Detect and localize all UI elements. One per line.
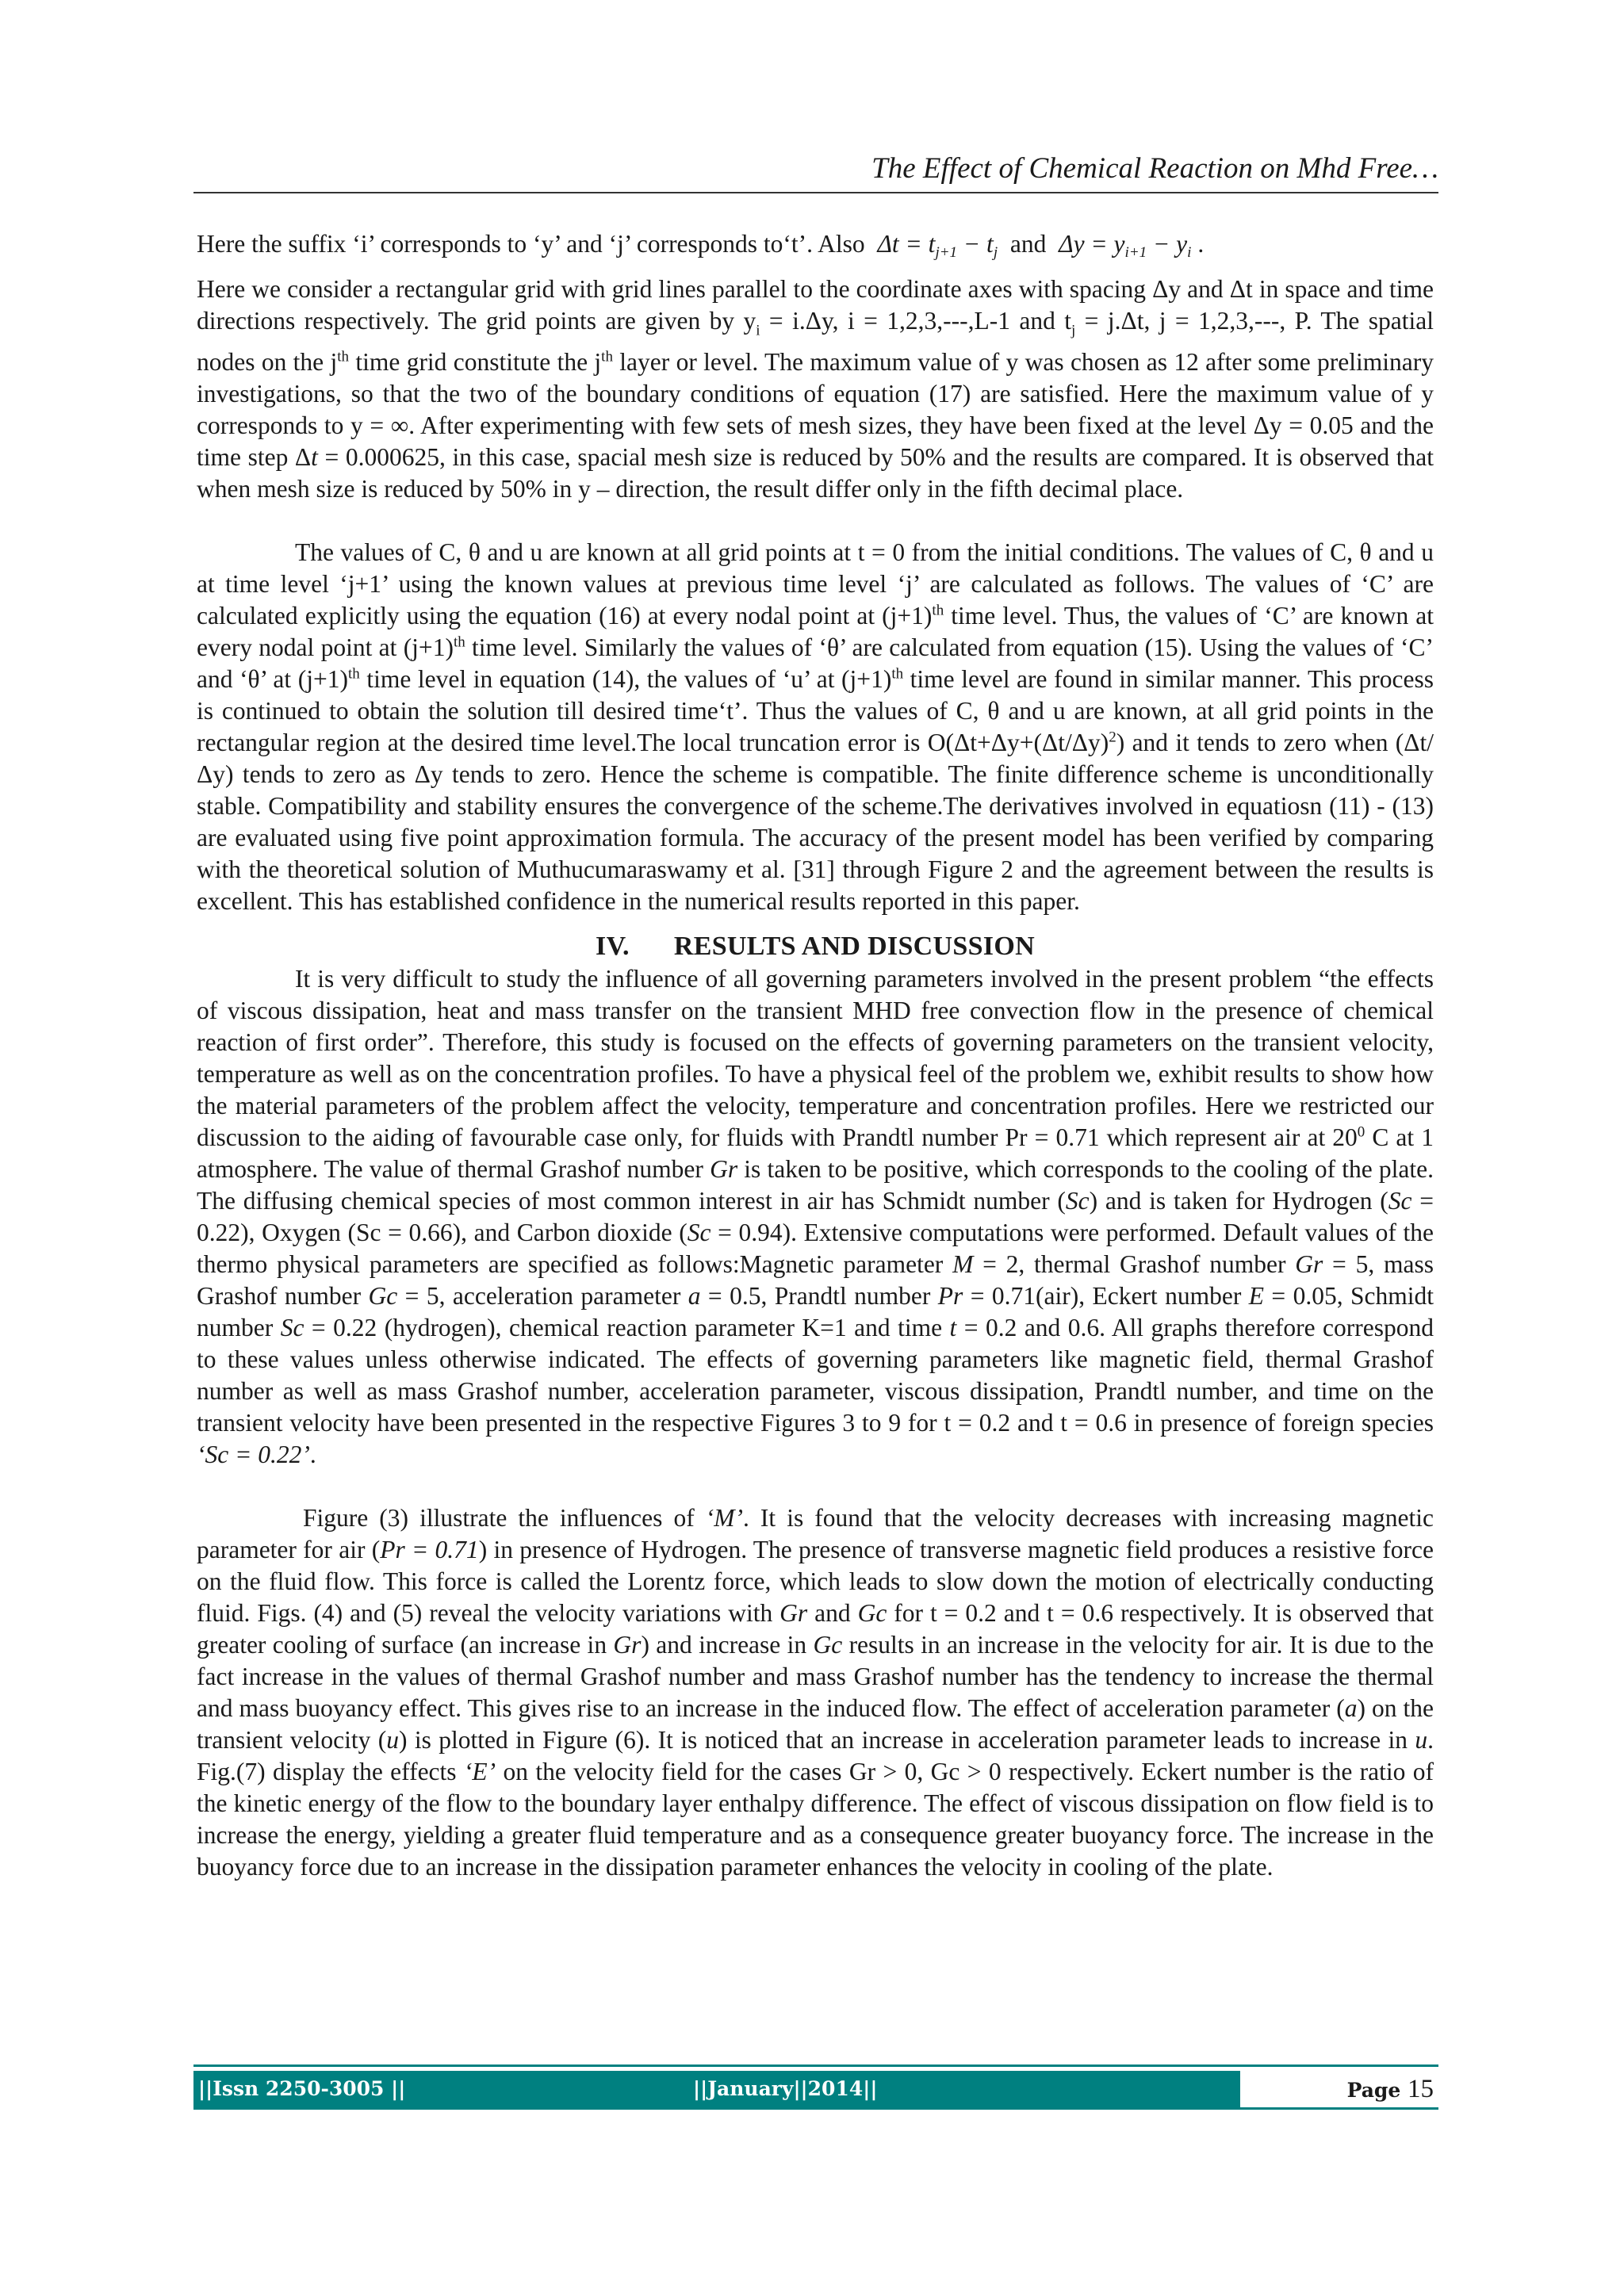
delta-y-equation: $\Delta y = y_{i+1} - y_i$ — [1059, 230, 1192, 261]
paragraph-results-intro: It is very difficult to study the influence of all governing parameters involved in the present problem “the effects of viscous dissipation, heat and mass transfer on the transient MHD free convection flow in the presence of chemical reaction of first order”. Therefore, this study is focused on the effects of governing parameters on the transient velocity, temperature as well as on the concentration profiles. To have a physical feel of the problem we, exhibit results to show how the material parameters of the problem affect the velocity, temperature and concentration profiles. Here we restricted our discussion to the aiding of favourable case only, for fluids with Prandtl number Pr = 0.71 which represent air at $20^0$ C at 1 atmosphere. The value of thermal Grashof number Gr is taken to be positive, which corresponds to the cooling of the plate. The diffusing chemical species of most common interest in air has Schmidt number (Sc) and is taken for Hydrogen (Sc = 0.22), Oxygen (Sc = 0.66), and Carbon dioxide (Sc = 0.94). Extensive computations were performed. Default values of the thermo physical parameters are specified as follows:Magnetic parameter M = 2, thermal Grashof number Gr = 5, mass Grashof number Gc = 5, acceleration parameter a = 0.5, Prandtl number Pr = 0.71(air), Eckert number E = 0.05, Schmidt number Sc = 0.22 (hydrogen), chemical reaction parameter K=1 and time t = 0.2 and 0.6. All graphs therefore correspond to these values unless otherwise indicated. The effects of governing parameters like magnetic field, thermal Grashof number as well as mass Grashof number, acceleration parameter, viscous dissipation, Prandtl number, and time on the transient velocity have been presented in the respective Figures 3 to 9 for t = 0.2 and t = 0.6 in presence of foreign species ‘Sc = 0.22’. — [197, 965, 1434, 1469]
delta-t-equation: $\Delta t = t_{j+1} - t_j$ — [877, 230, 998, 261]
page-label: Page — [1346, 2079, 1401, 2102]
footer-bar — [193, 2071, 1438, 2107]
paragraph-gap — [197, 505, 1434, 537]
paragraph-computation-procedure: The values of C, θ and u are known at all grid points at t = 0 from the initial conditions. The values of C, θ and u at time level ‘j+1’ using the known values at previous time level ‘j’ are calculated as follows. The values of ‘C’ are calculated explicitly using the equation (16) at every nodal point at $(j+1)^{th}$ time level. Thus, the values of ‘C’ are known at every nodal point at $(j+1)^{th}$ time level. Similarly the values of ‘θ’ are calculated from equation (15). Using the values of ‘C’ and ‘θ’ at $(j+1)^{th}$ time level in equation (14), the values of ‘u’ at $(j+1)^{th}$ time level are found in similar manner. This process is continued to obtain the solution till desired time‘t’. Thus the values of C, θ and u are known, at all grid points in the rectangular region at the desired time level.The local truncation error is $O(\Delta t+\Delta y+(\Delta t/\Delta y)^2)$ and it tends to zero when (Δt/Δy) tends to zero as Δy tends to zero. Hence the scheme is compatible. The finite difference scheme is unconditionally stable. Compatibility and stability ensures the convergence of the scheme.The derivatives involved in equatiosn (11) - (13) are evaluated using five point approximation formula. The accuracy of the present model has been verified by comparing with the theoretical solution of Muthucumaraswamy et al. [31] through Figure 2 and the agreement between the results is excellent. This has established confidence in the numerical results reported in this paper. — [197, 538, 1434, 916]
footer-date: ||January||2014|| — [693, 2077, 878, 2100]
page-number: 15 — [1408, 2075, 1434, 2103]
paragraph-figure-discussion: Figure (3) illustrate the influences of ‘M’. It is found that the velocity decreases with increasing magnetic parameter for air (Pr = 0.71) in presence of Hydrogen. The presence of transverse magnetic field produces a resistive force on the fluid flow. This force is called the Lorentz force, which leads to slow down the motion of electrically conducting fluid. Figs. (4) and (5) reveal the velocity variations with Gr and Gc for t = 0.2 and t = 0.6 respectively. It is observed that greater cooling of surface (an increase in Gr) and increase in Gc results in an increase in the velocity for air. It is due to the fact increase in the values of thermal Grashof number and mass Grashof number has the tendency to increase the thermal and mass buoyancy effect. This gives rise to an increase in the induced flow. The effect of acceleration parameter (a) on the transient velocity (u) is plotted in Figure (6). It is noticed that an increase in acceleration parameter leads to increase in u. Fig.(7) display the effects ‘E’ on the velocity field for the cases Gr > 0, Gc > 0 respectively. Eckert number is the ratio of the kinetic energy of the flow to the boundary layer enthalpy difference. The effect of viscous dissipation on flow field is to increase the energy, yielding a greater fluid temperature and as a consequence greater buoyancy force. The increase in the buoyancy force due to an increase in the dissipation parameter enhances the velocity in cooling of the plate. — [197, 1504, 1434, 1881]
footer-bottom-rule — [193, 2107, 1438, 2110]
running-title: The Effect of Chemical Reaction on Mhd Free… — [871, 152, 1438, 185]
footer-issn: ||Issn 2250-3005 || — [198, 2077, 406, 2100]
section-heading: IV. RESULTS AND DISCUSSION — [596, 932, 1035, 962]
footer-top-rule — [193, 2064, 1438, 2067]
header-rule — [193, 192, 1438, 193]
paragraph-suffix-definition: Here the suffix ‘i’ corresponds to ‘y’ and ‘j’ corresponds to‘t’. Also $\Delta t = t_{j+1} - t_j$ and $\Delta y = y_{i+1} - y_i$ . — [197, 230, 1205, 261]
paragraph-grid-description: Here we consider a rectangular grid with grid lines parallel to the coordinate axes with spacing Δy and Δt in space and time directions respectively. The grid points are given by $y_i = i.\Delta y$, i = 1,2,3,---,L-1 and $t_j = j.\Delta t$, j = 1,2,3,---, P. The spatial nodes on the $j^{th}$ time grid constitute the $j^{th}$ layer or level. The maximum value of y was chosen as 12 after some preliminary investigations, so that the two of the boundary conditions of equation (17) are satisfied. Here the maximum value of y corresponds to y = ∞. After experimenting with few sets of mesh sizes, they have been fixed at the level Δy = 0.05 and the time step Δt = 0.000625, in this case, spacial mesh size is reduced by 50% and the results are compared. It is observed that when mesh size is reduced by 50% in y – direction, the result differ only in the fifth decimal place. — [197, 275, 1434, 503]
footer-page — [1240, 2071, 1438, 2107]
page-body — [197, 228, 1434, 1883]
paragraph-gap — [197, 1471, 1434, 1502]
